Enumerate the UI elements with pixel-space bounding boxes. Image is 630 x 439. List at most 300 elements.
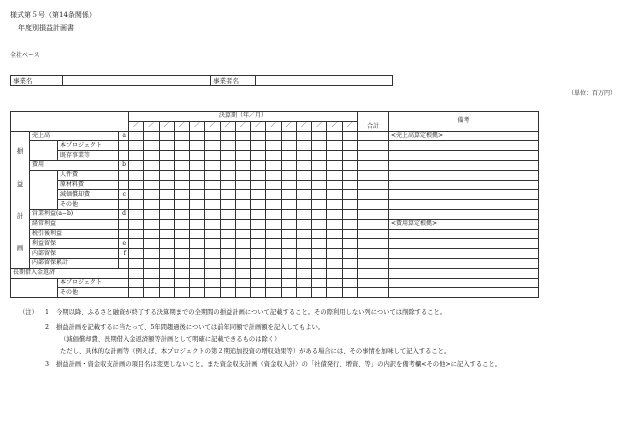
total-cell[interactable] (357, 200, 388, 210)
value-cell[interactable] (205, 209, 220, 219)
value-cell[interactable] (266, 180, 281, 190)
value-cell[interactable] (220, 258, 235, 268)
value-cell[interactable] (266, 258, 281, 268)
value-cell[interactable] (266, 170, 281, 180)
value-cell[interactable] (144, 249, 159, 259)
period-cell[interactable]: ／ (174, 121, 189, 131)
remark-cell[interactable] (388, 141, 538, 151)
value-cell[interactable] (190, 239, 205, 249)
value-cell[interactable] (281, 268, 296, 278)
value-cell[interactable] (327, 278, 342, 288)
value-cell[interactable] (144, 160, 159, 170)
value-cell[interactable] (144, 258, 159, 268)
value-cell[interactable] (220, 278, 235, 288)
remark-cell[interactable] (388, 278, 538, 288)
value-cell[interactable] (312, 249, 327, 259)
value-cell[interactable] (205, 131, 220, 141)
value-cell[interactable] (190, 288, 205, 298)
value-cell[interactable] (159, 229, 174, 239)
value-cell[interactable] (281, 258, 296, 268)
value-cell[interactable] (281, 288, 296, 298)
value-cell[interactable] (281, 278, 296, 288)
value-cell[interactable] (159, 268, 174, 278)
value-cell[interactable] (235, 278, 250, 288)
value-cell[interactable] (342, 180, 357, 190)
value-cell[interactable] (174, 160, 189, 170)
value-cell[interactable] (205, 229, 220, 239)
value-cell[interactable] (312, 151, 327, 161)
value-cell[interactable] (235, 160, 250, 170)
value-cell[interactable] (342, 219, 357, 229)
value-cell[interactable] (312, 278, 327, 288)
value-cell[interactable] (159, 258, 174, 268)
value-cell[interactable] (281, 219, 296, 229)
value-cell[interactable] (281, 239, 296, 249)
value-cell[interactable] (205, 278, 220, 288)
value-cell[interactable] (174, 190, 189, 200)
value-cell[interactable] (129, 258, 144, 268)
value-cell[interactable] (235, 200, 250, 210)
value-cell[interactable] (174, 249, 189, 259)
total-cell[interactable] (357, 131, 388, 141)
value-cell[interactable] (159, 239, 174, 249)
value-cell[interactable] (342, 239, 357, 249)
value-cell[interactable] (174, 239, 189, 249)
value-cell[interactable] (129, 268, 144, 278)
value-cell[interactable] (296, 151, 311, 161)
value-cell[interactable] (190, 229, 205, 239)
value-cell[interactable] (266, 131, 281, 141)
value-cell[interactable] (174, 219, 189, 229)
period-cell[interactable]: ／ (220, 121, 235, 131)
value-cell[interactable] (205, 151, 220, 161)
total-cell[interactable] (357, 288, 388, 298)
value-cell[interactable] (235, 170, 250, 180)
value-cell[interactable] (251, 190, 266, 200)
value-cell[interactable] (129, 239, 144, 249)
value-cell[interactable] (296, 160, 311, 170)
value-cell[interactable] (174, 229, 189, 239)
operator-name-field[interactable] (256, 76, 393, 86)
value-cell[interactable] (190, 209, 205, 219)
value-cell[interactable] (327, 190, 342, 200)
value-cell[interactable] (190, 268, 205, 278)
value-cell[interactable] (220, 151, 235, 161)
value-cell[interactable] (220, 170, 235, 180)
value-cell[interactable] (266, 141, 281, 151)
period-cell[interactable]: ／ (251, 121, 266, 131)
value-cell[interactable] (235, 219, 250, 229)
value-cell[interactable] (144, 219, 159, 229)
value-cell[interactable] (220, 219, 235, 229)
value-cell[interactable] (327, 219, 342, 229)
value-cell[interactable] (235, 209, 250, 219)
value-cell[interactable] (342, 229, 357, 239)
value-cell[interactable] (342, 288, 357, 298)
value-cell[interactable] (220, 160, 235, 170)
value-cell[interactable] (251, 141, 266, 151)
total-cell[interactable] (357, 180, 388, 190)
value-cell[interactable] (220, 288, 235, 298)
value-cell[interactable] (281, 200, 296, 210)
value-cell[interactable] (296, 249, 311, 259)
value-cell[interactable] (281, 141, 296, 151)
value-cell[interactable] (159, 180, 174, 190)
remark-cell[interactable] (388, 258, 538, 268)
value-cell[interactable] (144, 141, 159, 151)
value-cell[interactable] (205, 268, 220, 278)
remark-cell[interactable] (388, 151, 538, 161)
value-cell[interactable] (220, 239, 235, 249)
value-cell[interactable] (159, 190, 174, 200)
total-cell[interactable] (357, 239, 388, 249)
business-name-field[interactable] (63, 76, 211, 86)
value-cell[interactable] (327, 180, 342, 190)
value-cell[interactable] (129, 288, 144, 298)
value-cell[interactable] (251, 200, 266, 210)
period-cell[interactable]: ／ (159, 121, 174, 131)
value-cell[interactable] (251, 249, 266, 259)
value-cell[interactable] (144, 151, 159, 161)
value-cell[interactable] (342, 249, 357, 259)
value-cell[interactable] (144, 170, 159, 180)
value-cell[interactable] (220, 141, 235, 151)
total-cell[interactable] (357, 249, 388, 259)
value-cell[interactable] (159, 278, 174, 288)
period-cell[interactable]: ／ (327, 121, 342, 131)
value-cell[interactable] (342, 278, 357, 288)
value-cell[interactable] (281, 151, 296, 161)
value-cell[interactable] (190, 160, 205, 170)
value-cell[interactable] (235, 141, 250, 151)
value-cell[interactable] (281, 180, 296, 190)
value-cell[interactable] (159, 200, 174, 210)
value-cell[interactable] (312, 131, 327, 141)
value-cell[interactable] (312, 200, 327, 210)
value-cell[interactable] (266, 160, 281, 170)
value-cell[interactable] (174, 268, 189, 278)
remark-cell[interactable] (388, 249, 538, 259)
value-cell[interactable] (266, 278, 281, 288)
value-cell[interactable] (190, 258, 205, 268)
value-cell[interactable] (205, 288, 220, 298)
value-cell[interactable] (312, 239, 327, 249)
remark-cell[interactable] (388, 170, 538, 180)
value-cell[interactable] (312, 141, 327, 151)
total-cell[interactable] (357, 278, 388, 288)
value-cell[interactable] (144, 229, 159, 239)
value-cell[interactable] (251, 131, 266, 141)
value-cell[interactable] (235, 131, 250, 141)
value-cell[interactable] (266, 268, 281, 278)
value-cell[interactable] (281, 170, 296, 180)
remark-cell[interactable] (388, 209, 538, 219)
remark-cell[interactable] (388, 180, 538, 190)
value-cell[interactable] (251, 160, 266, 170)
value-cell[interactable] (174, 200, 189, 210)
period-cell[interactable]: ／ (144, 121, 159, 131)
total-cell[interactable] (357, 170, 388, 180)
value-cell[interactable] (312, 229, 327, 239)
value-cell[interactable] (190, 190, 205, 200)
value-cell[interactable] (144, 190, 159, 200)
value-cell[interactable] (174, 180, 189, 190)
period-cell[interactable]: ／ (281, 121, 296, 131)
value-cell[interactable] (174, 131, 189, 141)
value-cell[interactable] (129, 209, 144, 219)
value-cell[interactable] (190, 131, 205, 141)
value-cell[interactable] (266, 288, 281, 298)
value-cell[interactable] (327, 249, 342, 259)
value-cell[interactable] (220, 131, 235, 141)
period-cell[interactable]: ／ (235, 121, 250, 131)
value-cell[interactable] (159, 131, 174, 141)
value-cell[interactable] (251, 151, 266, 161)
value-cell[interactable] (235, 268, 250, 278)
value-cell[interactable] (190, 249, 205, 259)
value-cell[interactable] (205, 170, 220, 180)
value-cell[interactable] (174, 258, 189, 268)
value-cell[interactable] (144, 200, 159, 210)
remark-cell[interactable] (388, 160, 538, 170)
total-cell[interactable] (357, 219, 388, 229)
value-cell[interactable] (296, 200, 311, 210)
value-cell[interactable] (296, 170, 311, 180)
value-cell[interactable] (205, 180, 220, 190)
value-cell[interactable] (296, 288, 311, 298)
value-cell[interactable] (205, 200, 220, 210)
value-cell[interactable] (296, 131, 311, 141)
value-cell[interactable] (205, 239, 220, 249)
total-cell[interactable] (357, 258, 388, 268)
value-cell[interactable] (129, 190, 144, 200)
total-cell[interactable] (357, 151, 388, 161)
period-cell[interactable]: ／ (266, 121, 281, 131)
value-cell[interactable] (159, 160, 174, 170)
value-cell[interactable] (327, 160, 342, 170)
value-cell[interactable] (342, 160, 357, 170)
total-cell[interactable] (357, 190, 388, 200)
value-cell[interactable] (159, 288, 174, 298)
period-cell[interactable]: ／ (129, 121, 144, 131)
remark-cell[interactable] (388, 190, 538, 200)
value-cell[interactable] (312, 268, 327, 278)
value-cell[interactable] (220, 209, 235, 219)
value-cell[interactable] (266, 239, 281, 249)
value-cell[interactable] (235, 180, 250, 190)
value-cell[interactable] (327, 288, 342, 298)
value-cell[interactable] (129, 141, 144, 151)
value-cell[interactable] (129, 219, 144, 229)
value-cell[interactable] (327, 151, 342, 161)
value-cell[interactable] (312, 258, 327, 268)
remark-cell[interactable]: <費用算定根拠> (388, 219, 538, 229)
value-cell[interactable] (281, 229, 296, 239)
value-cell[interactable] (159, 170, 174, 180)
value-cell[interactable] (159, 249, 174, 259)
value-cell[interactable] (281, 190, 296, 200)
total-cell[interactable] (357, 160, 388, 170)
value-cell[interactable] (220, 180, 235, 190)
value-cell[interactable] (327, 229, 342, 239)
value-cell[interactable] (220, 229, 235, 239)
value-cell[interactable] (190, 180, 205, 190)
value-cell[interactable] (129, 229, 144, 239)
value-cell[interactable] (342, 209, 357, 219)
value-cell[interactable] (235, 190, 250, 200)
value-cell[interactable] (281, 209, 296, 219)
value-cell[interactable] (190, 141, 205, 151)
value-cell[interactable] (327, 239, 342, 249)
remark-cell[interactable] (388, 200, 538, 210)
value-cell[interactable] (342, 151, 357, 161)
period-cell[interactable]: ／ (190, 121, 205, 131)
value-cell[interactable] (129, 249, 144, 259)
value-cell[interactable] (251, 219, 266, 229)
value-cell[interactable] (342, 141, 357, 151)
value-cell[interactable] (251, 278, 266, 288)
value-cell[interactable] (159, 219, 174, 229)
value-cell[interactable] (235, 288, 250, 298)
value-cell[interactable] (342, 268, 357, 278)
value-cell[interactable] (327, 141, 342, 151)
value-cell[interactable] (251, 288, 266, 298)
value-cell[interactable] (296, 219, 311, 229)
value-cell[interactable] (327, 170, 342, 180)
remark-cell[interactable]: <売上高算定根拠> (388, 131, 538, 141)
value-cell[interactable] (296, 180, 311, 190)
value-cell[interactable] (312, 170, 327, 180)
value-cell[interactable] (251, 209, 266, 219)
value-cell[interactable] (296, 239, 311, 249)
value-cell[interactable] (296, 190, 311, 200)
value-cell[interactable] (144, 239, 159, 249)
value-cell[interactable] (266, 151, 281, 161)
value-cell[interactable] (312, 209, 327, 219)
value-cell[interactable] (251, 268, 266, 278)
value-cell[interactable] (266, 190, 281, 200)
value-cell[interactable] (174, 151, 189, 161)
value-cell[interactable] (144, 268, 159, 278)
value-cell[interactable] (220, 268, 235, 278)
value-cell[interactable] (129, 200, 144, 210)
value-cell[interactable] (296, 268, 311, 278)
value-cell[interactable] (296, 229, 311, 239)
value-cell[interactable] (296, 258, 311, 268)
value-cell[interactable] (251, 180, 266, 190)
value-cell[interactable] (174, 141, 189, 151)
value-cell[interactable] (159, 141, 174, 151)
value-cell[interactable] (235, 151, 250, 161)
value-cell[interactable] (327, 131, 342, 141)
value-cell[interactable] (235, 229, 250, 239)
value-cell[interactable] (281, 160, 296, 170)
value-cell[interactable] (205, 190, 220, 200)
value-cell[interactable] (235, 249, 250, 259)
value-cell[interactable] (266, 200, 281, 210)
remark-cell[interactable] (388, 268, 538, 278)
value-cell[interactable] (205, 160, 220, 170)
value-cell[interactable] (251, 239, 266, 249)
value-cell[interactable] (312, 219, 327, 229)
value-cell[interactable] (174, 209, 189, 219)
value-cell[interactable] (327, 268, 342, 278)
value-cell[interactable] (312, 160, 327, 170)
value-cell[interactable] (266, 209, 281, 219)
value-cell[interactable] (266, 229, 281, 239)
value-cell[interactable] (327, 258, 342, 268)
value-cell[interactable] (342, 258, 357, 268)
value-cell[interactable] (235, 239, 250, 249)
value-cell[interactable] (266, 249, 281, 259)
value-cell[interactable] (129, 151, 144, 161)
value-cell[interactable] (205, 258, 220, 268)
remark-cell[interactable] (388, 229, 538, 239)
value-cell[interactable] (159, 151, 174, 161)
value-cell[interactable] (144, 180, 159, 190)
value-cell[interactable] (190, 151, 205, 161)
value-cell[interactable] (296, 141, 311, 151)
value-cell[interactable] (342, 200, 357, 210)
value-cell[interactable] (281, 131, 296, 141)
period-cell[interactable]: ／ (342, 121, 357, 131)
value-cell[interactable] (129, 180, 144, 190)
value-cell[interactable] (281, 249, 296, 259)
value-cell[interactable] (190, 278, 205, 288)
value-cell[interactable] (251, 258, 266, 268)
value-cell[interactable] (220, 200, 235, 210)
value-cell[interactable] (144, 288, 159, 298)
value-cell[interactable] (220, 249, 235, 259)
period-cell[interactable]: ／ (205, 121, 220, 131)
value-cell[interactable] (251, 229, 266, 239)
value-cell[interactable] (342, 190, 357, 200)
remark-cell[interactable] (388, 288, 538, 298)
value-cell[interactable] (174, 288, 189, 298)
value-cell[interactable] (174, 278, 189, 288)
value-cell[interactable] (174, 170, 189, 180)
total-cell[interactable] (357, 209, 388, 219)
value-cell[interactable] (251, 170, 266, 180)
value-cell[interactable] (296, 209, 311, 219)
total-cell[interactable] (357, 229, 388, 239)
period-cell[interactable]: ／ (296, 121, 311, 131)
value-cell[interactable] (190, 170, 205, 180)
value-cell[interactable] (129, 278, 144, 288)
value-cell[interactable] (129, 160, 144, 170)
value-cell[interactable] (159, 209, 174, 219)
value-cell[interactable] (327, 209, 342, 219)
value-cell[interactable] (312, 288, 327, 298)
value-cell[interactable] (144, 278, 159, 288)
total-cell[interactable] (357, 268, 388, 278)
value-cell[interactable] (342, 131, 357, 141)
value-cell[interactable] (327, 200, 342, 210)
value-cell[interactable] (342, 170, 357, 180)
value-cell[interactable] (220, 190, 235, 200)
total-cell[interactable] (357, 141, 388, 151)
value-cell[interactable] (129, 170, 144, 180)
value-cell[interactable] (235, 258, 250, 268)
period-cell[interactable]: ／ (312, 121, 327, 131)
value-cell[interactable] (312, 190, 327, 200)
value-cell[interactable] (296, 278, 311, 288)
value-cell[interactable] (190, 219, 205, 229)
value-cell[interactable] (190, 200, 205, 210)
value-cell[interactable] (312, 180, 327, 190)
value-cell[interactable] (205, 249, 220, 259)
value-cell[interactable] (129, 131, 144, 141)
